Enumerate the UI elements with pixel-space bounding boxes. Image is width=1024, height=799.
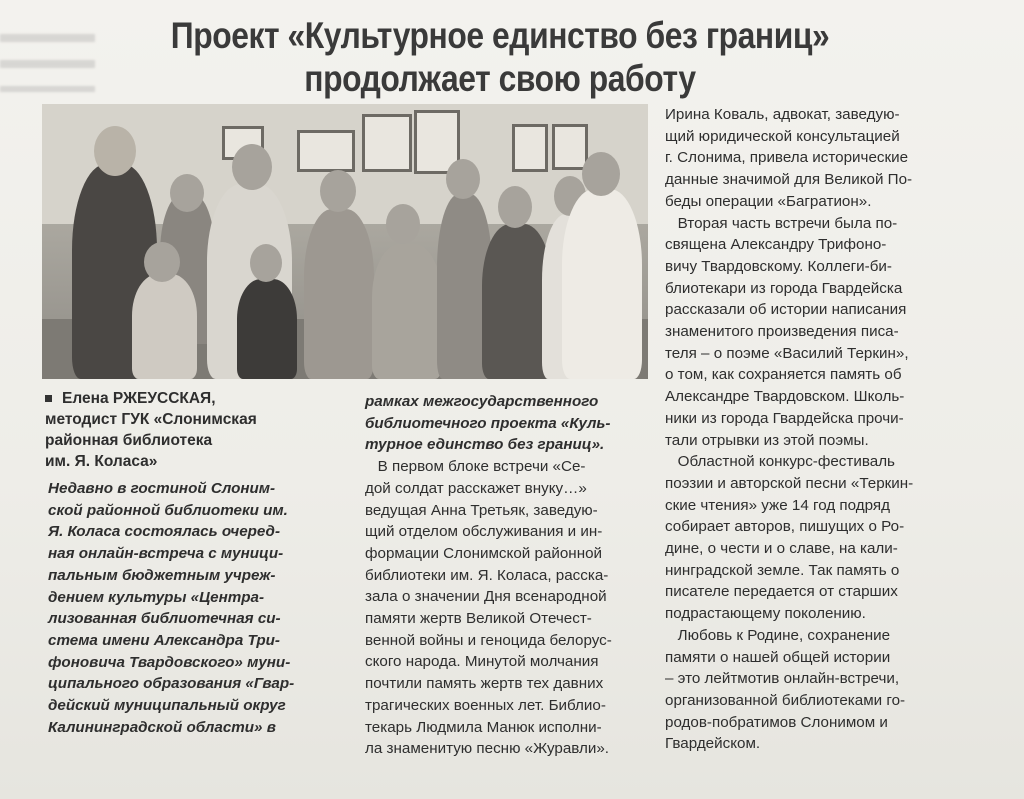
person xyxy=(237,279,297,379)
wall-frame xyxy=(512,124,548,172)
column-2-body: В первом блоке встречи «Се- дой солдат расскажет внуку…» ведущая Анна Третьяк, заведую- щий отделом обслуживания и ин- формации Слонимской районной библиотеки им. Я. Коласа, расска- зала о значении Дня всенародной памяти жертв Великой Отечест- венной войны и геноцида белорус- ского народа. Минутой молчания почтили память жертв тех давних трагических военных лет. Библио- текарь Людмила Манюк исполни- ла знаменитую песню «Журавли». xyxy=(365,458,612,758)
person-head xyxy=(250,244,282,282)
person-head xyxy=(498,186,532,228)
headline-line-2: продолжает свою работу xyxy=(304,58,696,99)
person-head xyxy=(94,126,136,176)
wall-frame xyxy=(362,114,412,172)
person xyxy=(132,274,197,379)
group-photo xyxy=(42,104,648,379)
person-head xyxy=(386,204,420,244)
person xyxy=(562,189,642,379)
byline-organization: районная библиотека xyxy=(45,432,213,449)
wall-frame xyxy=(552,124,588,170)
person-head xyxy=(232,144,272,190)
bullet-square xyxy=(45,395,52,402)
wall-frame xyxy=(297,130,355,172)
person-head xyxy=(144,242,180,282)
headline-line-1: Проект «Культурное единство без границ» xyxy=(170,15,830,56)
lead-continuation: рамках межгосударственного библиотечного проекта «Куль- турное единство без границ». xyxy=(365,393,611,454)
person-head xyxy=(320,170,356,212)
person-head xyxy=(582,152,620,196)
article-column-3: Ирина Коваль, адвокат, заведую- щий юридической консультацией г. Слонима, привела исторические данные значимой для Великой По- беды операции «Багратион». Вторая часть встречи была по- священа Александру Трифоно- вичу Твардовскому. Коллеги-би- блиотекари из города Гвардейска рассказали об истории написания знаменитого произведения писа- теля – о поэме «Василий Теркин», о том, как сохраняется память об Александре Твардовском. Школь- ники из города Гвардейска прочи- тали отрывки из этой поэмы. Областной конкурс-фестиваль поэзии и авторской песни «Теркин- ские чтения» уже 14 год подряд собирает авторов, пишущих о Ро- дине, о чести и о славе, на кали- нинградской земле. Так память о писателе передается от старших подрастающему поколению. Любовь к Родине, сохранение памяти о нашей общей истории – это лейтмотив онлайн-встречи, организованной библиотеками го- родов-побратимов Слонимом и Гвардейском. xyxy=(665,106,914,753)
byline-organization-name: им. Я. Коласа» xyxy=(45,453,158,470)
headline xyxy=(152,14,849,100)
byline xyxy=(45,388,345,472)
lead-paragraph: Недавно в гостиной Слоним- ской районной библиотеки им. Я. Коласа состоялась очеред- ная онлайн-встреча с муници- пальным бюджетным учреж- дением культуры «Центра- лизованная библиотечная си- стема имени Александра Три- фоновича Твардовского» муни- ципального образования «Гвар- дейский муниципальный округ Калининградской области» в xyxy=(48,480,295,736)
bleed-through-footer xyxy=(710,773,960,789)
person-head xyxy=(170,174,204,212)
person xyxy=(304,209,374,379)
person xyxy=(372,244,442,379)
bleed-through-text xyxy=(0,22,95,92)
byline-author: Елена РЖЕУССКАЯ, xyxy=(62,390,216,407)
byline-position: методист ГУК «Слонимская xyxy=(45,411,257,428)
person-head xyxy=(446,159,480,199)
article-column-2 xyxy=(365,391,655,760)
